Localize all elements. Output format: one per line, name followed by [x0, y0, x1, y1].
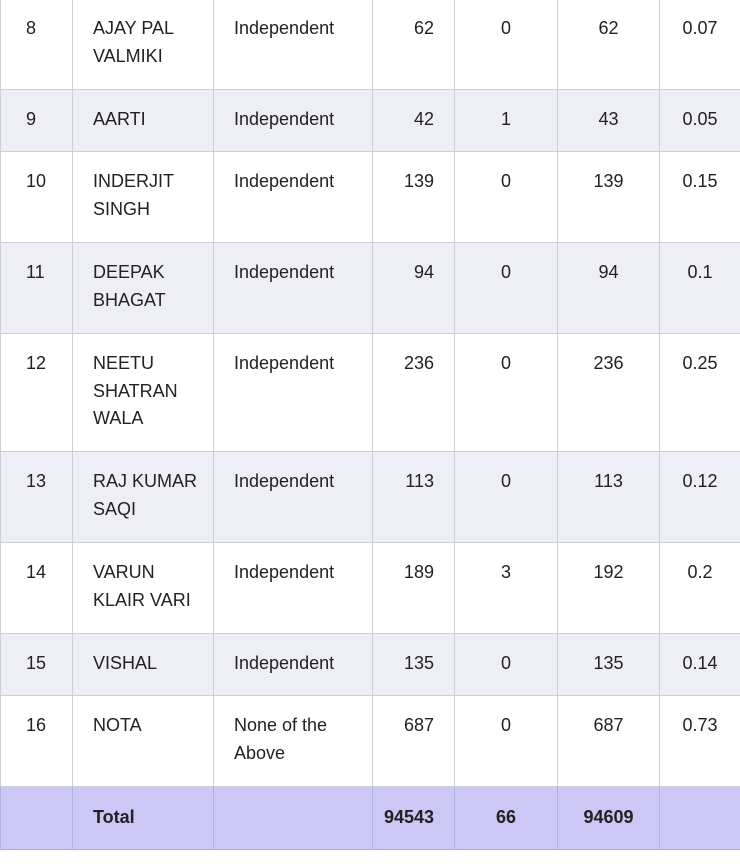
candidate-name: AARTI	[73, 90, 214, 152]
vote-percentage: 0.15	[660, 152, 740, 243]
candidate-name: INDERJIT SINGH	[73, 152, 214, 243]
table-row	[1, 152, 740, 243]
postal-votes: 0	[455, 0, 558, 90]
postal-votes: 0	[455, 452, 558, 543]
evm-votes: 94	[373, 243, 455, 334]
evm-votes: 236	[373, 334, 455, 452]
table-row	[1, 90, 740, 152]
evm-votes: 62	[373, 0, 455, 90]
candidate-name: VARUN KLAIR VARI	[73, 543, 214, 634]
postal-votes: 0	[455, 334, 558, 452]
total-votes: 113	[558, 452, 660, 543]
party-name: Independent	[214, 452, 373, 543]
candidate-name: NEETU SHATRAN WALA	[73, 334, 214, 452]
total-votes: 94609	[558, 787, 660, 850]
serial-number: 8	[1, 0, 73, 90]
total-pct-cell	[660, 787, 740, 850]
serial-number: 13	[1, 452, 73, 543]
postal-votes: 0	[455, 634, 558, 696]
evm-votes: 687	[373, 696, 455, 787]
total-votes: 43	[558, 90, 660, 152]
table-row	[1, 334, 740, 452]
total-evm-votes: 94543	[373, 787, 455, 850]
total-label: Total	[73, 787, 214, 850]
party-name: Independent	[214, 543, 373, 634]
party-name: Independent	[214, 152, 373, 243]
table-row	[1, 0, 740, 90]
vote-percentage: 0.1	[660, 243, 740, 334]
postal-votes: 0	[455, 696, 558, 787]
table-row	[1, 452, 740, 543]
total-postal-votes: 66	[455, 787, 558, 850]
table-row	[1, 243, 740, 334]
candidate-name: RAJ KUMAR SAQI	[73, 452, 214, 543]
total-party-cell	[214, 787, 373, 850]
postal-votes: 0	[455, 152, 558, 243]
total-row	[1, 787, 740, 850]
candidate-name: VISHAL	[73, 634, 214, 696]
serial-number: 16	[1, 696, 73, 787]
candidate-name: AJAY PAL VALMIKI	[73, 0, 214, 90]
total-votes: 139	[558, 152, 660, 243]
vote-percentage: 0.25	[660, 334, 740, 452]
serial-number: 11	[1, 243, 73, 334]
party-name: None of the Above	[214, 696, 373, 787]
vote-percentage: 0.2	[660, 543, 740, 634]
party-name: Independent	[214, 634, 373, 696]
table-row	[1, 543, 740, 634]
evm-votes: 113	[373, 452, 455, 543]
vote-percentage: 0.14	[660, 634, 740, 696]
total-votes: 192	[558, 543, 660, 634]
party-name: Independent	[214, 0, 373, 90]
party-name: Independent	[214, 90, 373, 152]
vote-percentage: 0.07	[660, 0, 740, 90]
total-votes: 135	[558, 634, 660, 696]
evm-votes: 139	[373, 152, 455, 243]
party-name: Independent	[214, 334, 373, 452]
table-row	[1, 634, 740, 696]
serial-number: 15	[1, 634, 73, 696]
evm-votes: 189	[373, 543, 455, 634]
serial-number: 10	[1, 152, 73, 243]
postal-votes: 0	[455, 243, 558, 334]
vote-percentage: 0.73	[660, 696, 740, 787]
serial-number: 9	[1, 90, 73, 152]
vote-percentage: 0.05	[660, 90, 740, 152]
party-name: Independent	[214, 243, 373, 334]
table-row	[1, 696, 740, 787]
postal-votes: 1	[455, 90, 558, 152]
total-votes: 236	[558, 334, 660, 452]
evm-votes: 135	[373, 634, 455, 696]
total-votes: 62	[558, 0, 660, 90]
total-votes: 94	[558, 243, 660, 334]
candidate-name: NOTA	[73, 696, 214, 787]
total-sn-cell	[1, 787, 73, 850]
vote-percentage: 0.12	[660, 452, 740, 543]
serial-number: 14	[1, 543, 73, 634]
results-table-body	[1, 0, 740, 787]
evm-votes: 42	[373, 90, 455, 152]
postal-votes: 3	[455, 543, 558, 634]
total-votes: 687	[558, 696, 660, 787]
serial-number: 12	[1, 334, 73, 452]
candidate-name: DEEPAK BHAGAT	[73, 243, 214, 334]
